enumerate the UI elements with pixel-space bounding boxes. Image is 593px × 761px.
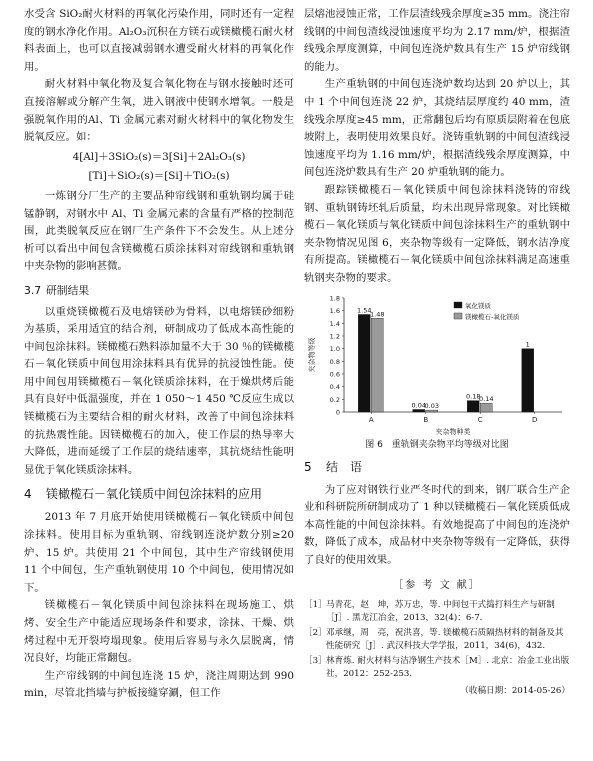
paragraph: 跟踪镁橄榄石－氧化镁质中间包涂抹料浇铸的帘线钢、重轨钢铸坯轧后质量，均未出现异常现象。对比镁橄榄石－氧化镁质与氧化镁质中间包涂抹料生产的重轨钢中夹杂物情况见图 6，夹杂物等级有一定降低，钢水洁净度有所提高。镁橄榄石－氧化镁质中间包涂抹料满足高速重轨钢夹杂物的要求。 <box>304 183 570 284</box>
figure-6-chart <box>304 290 570 438</box>
paragraph: 生产帘线钢的中间包连浇 15 炉，浇注周期达到 990 min，尽管北挡墙与护板接缝穿涮，但工作 <box>24 669 294 700</box>
paragraph: 生产重轨钢的中间包连浇炉数均达到 20 炉以上，其中 1 个中间包连浇 22 炉，其烧结层厚度约 40 mm，渣线残余厚度≥45 mm，正常翻包后均有原质层附着在包底坡附上，表明使用效果良好。浇铸重轨钢的中间包渣线浸蚀速度平均为 1.16 mm/炉，根据渣线残余厚度测算，中间包连浇炉数具有生产 20 炉重轨钢的能力。 <box>304 78 570 179</box>
reference-text: 邓承继，周 亮，祝洪喜，等. 镁橄榄石质隔热材料的制备及其性能研究［J］. 武汉科技大学学报，2011，34(6)，432. <box>326 628 564 652</box>
bar-value-label: 0.18 <box>466 392 481 401</box>
x-tick-label: C <box>477 415 483 424</box>
reference-item <box>304 627 570 653</box>
bar <box>480 403 492 412</box>
bar <box>426 410 438 412</box>
bar-value-label: 1 <box>525 340 530 349</box>
paragraph: 为了应对钢铁行业严冬时代的到来，钢厂联合生产企业和科研院所研制成功了 1 种以镁橄榄石－氧化镁质低成本高性能的中间包涂抹料。有效地提高了中间包的连浇炉数，降低了成本，成品材中夹杂物等级有一定降低，获得了良好的使用效果。 <box>304 483 570 566</box>
section-heading-5 <box>304 458 570 476</box>
bar <box>358 314 370 412</box>
section-heading-3-7 <box>24 282 294 300</box>
reference-number: ［2］ <box>304 628 327 639</box>
section-number: 4 <box>24 487 32 502</box>
bar <box>371 318 383 412</box>
equation-2: [Ti]＋SiO₂(s)＝[Si]＋TiO₂(s) <box>88 170 230 183</box>
reference-text: 马青花，赵 坤，苏万忠，等. 中间包干式捣打料生产与研制［J］. 黑龙江冶金，2013，32(4)：6-7. <box>326 600 555 624</box>
paragraph: 一炼钢分厂生产的主要品种帘线钢和重轨钢均属于硅锰静钢，对钢水中 Al、Ti 金属元素的含量有严格的控制范围，此类脱氧反应在钢厂生产条件下不会发生。从上述分析可以看出中间包含镁橄榄石质涂抹料对帘线钢和重轨钢中夹杂物的影响甚微。 <box>24 189 294 273</box>
bar <box>522 348 534 411</box>
paragraph: 2013 年 7 月底开始使用镁橄榄石－氧化镁质中间包涂抹料。使用目标为重轨钢、帘线钢连浇炉数分别≥20 炉、15 炉。共使用 21 个中间包，其中生产帘线钢使用 11 个中间包，生产重轨钢使用 10 个中间包，使用情况如下。 <box>24 511 294 594</box>
reference-item <box>304 655 570 681</box>
section-title: 结 语 <box>326 459 363 474</box>
legend-label: 镁橄榄石-氧化镁质 <box>465 312 520 321</box>
bar-value-label: 0.03 <box>424 401 439 410</box>
paragraph: 镁橄榄石－氧化镁质中间包涂抹料在现场施工、烘烤、安全生产中能适应现场条件和要求，涂抹、干燥、烘烤过程中无开裂垮塌现象。使用后容易与永久层脱离，情况良好，均能正常翻包。 <box>24 599 294 665</box>
section-title: 镁橄榄石－氧化镁质中间包涂抹料的应用 <box>46 487 263 502</box>
bar <box>467 400 479 411</box>
bar-value-label: 1.48 <box>370 309 385 318</box>
legend-swatch <box>454 313 462 319</box>
legend-swatch <box>454 302 462 308</box>
bar <box>413 409 425 412</box>
section-title: 研制结果 <box>46 283 90 297</box>
right-column <box>304 6 570 701</box>
section-number: 5 <box>304 459 312 474</box>
bar-value-label: 0.04 <box>411 400 426 409</box>
paragraph: 层熔池浸蚀正常，工作层渣线残余厚度≥35 mm。浇注帘线钢的中间包渣线浸蚀速度平均为 2.17 mm/炉，根据渣线残余厚度测算，中间包连浇炉数具有生产 15 炉帘线钢的能力。 <box>304 8 570 73</box>
reference-number: ［1］ <box>304 600 327 611</box>
received-date: （收稿日期：2014-05-26） <box>460 686 570 697</box>
paragraph: 耐火材料中氧化物及复合氧化物在与钢水接触时还可直接溶解或分解产生氧，进入钢液中使钢水增氧。一般是强脱氧作用的Al、Ti 金属元素对耐火材料中的氧化物发生脱氧反应。如： <box>24 78 294 144</box>
reference-item <box>304 599 570 625</box>
section-heading-4 <box>24 485 294 503</box>
y-tick-label: 0.8 <box>329 357 340 366</box>
x-tick-label: A <box>368 415 374 424</box>
equation-1: 4[Al]＋3SiO₂(s)＝3[Si]＋2Al₂O₃(s) <box>72 150 246 163</box>
y-tick-label: 1.4 <box>329 319 340 328</box>
x-tick-label: B <box>423 415 429 424</box>
y-tick-label: 1.6 <box>329 306 340 315</box>
bar-value-label: 1.54 <box>357 305 372 314</box>
bar-chart <box>304 290 570 438</box>
y-tick-label: 0 <box>335 408 340 416</box>
paragraph: 以重烧镁橄榄石及电熔镁砂为骨料，以电熔镁砂细粉为基质，采用适宜的结合剂，研制成功了低成本高性能的中间包涂抹料。镁橄榄石熟料添加量不大于 30 ％的镁橄榄石－氧化镁质中间包用涂抹料具有优异的抗浸蚀性能。使用中间包用镁橄榄石－氧化镁质涂抹料，在于燥烘烤后能具有良好中低温强度，并在 1 050～1 450 ℃反应生成以镁橄榄石为主要结合相的耐火材料，改善了中间包涂抹料的抗热震性能。因镁橄榄石的加入，使工作层的热导率大大降低，进而延缓了工作层的烧结速率，其抗烧结性能明显优于氧化镁质涂抹料。 <box>24 305 294 476</box>
legend-label: 氧化镁质 <box>465 301 491 310</box>
y-tick-label: 0.4 <box>329 382 340 391</box>
figure-caption: 图 6 重轨钢夹杂物平均等级对比图 <box>365 439 509 450</box>
reference-number: ［3］ <box>304 656 327 667</box>
y-axis-label: 夹杂物等级 <box>308 337 316 372</box>
y-tick-label: 1.2 <box>329 332 340 340</box>
bar-value-label: 0.14 <box>479 394 494 403</box>
references-title: ［参 考 文 献］ <box>393 580 481 592</box>
y-tick-label: 1.8 <box>329 294 340 302</box>
left-column <box>24 6 294 703</box>
y-tick-label: 1.0 <box>329 344 340 353</box>
y-tick-label: 0.6 <box>329 370 340 378</box>
section-number: 3.7 <box>24 283 42 297</box>
reference-text: 林育炼. 耐火材料与洁净钢生产技术［M］. 北京：冶金工业出版社，2012：252-253. <box>326 656 570 680</box>
x-tick-label: D <box>532 415 538 424</box>
y-tick-label: 0.2 <box>329 395 340 404</box>
paragraph: 水受含 SiO₂耐火材料的再氧化污染作用，同时还有一定程度的钢水净化作用。Al₂O₃沉积在方镁石或镁橄榄石耐火材料表面上，也可以直接减弱钢水遭受耐火材料的再氧化作用。 <box>24 8 294 73</box>
x-axis-label: 夹杂物种类 <box>435 427 471 436</box>
